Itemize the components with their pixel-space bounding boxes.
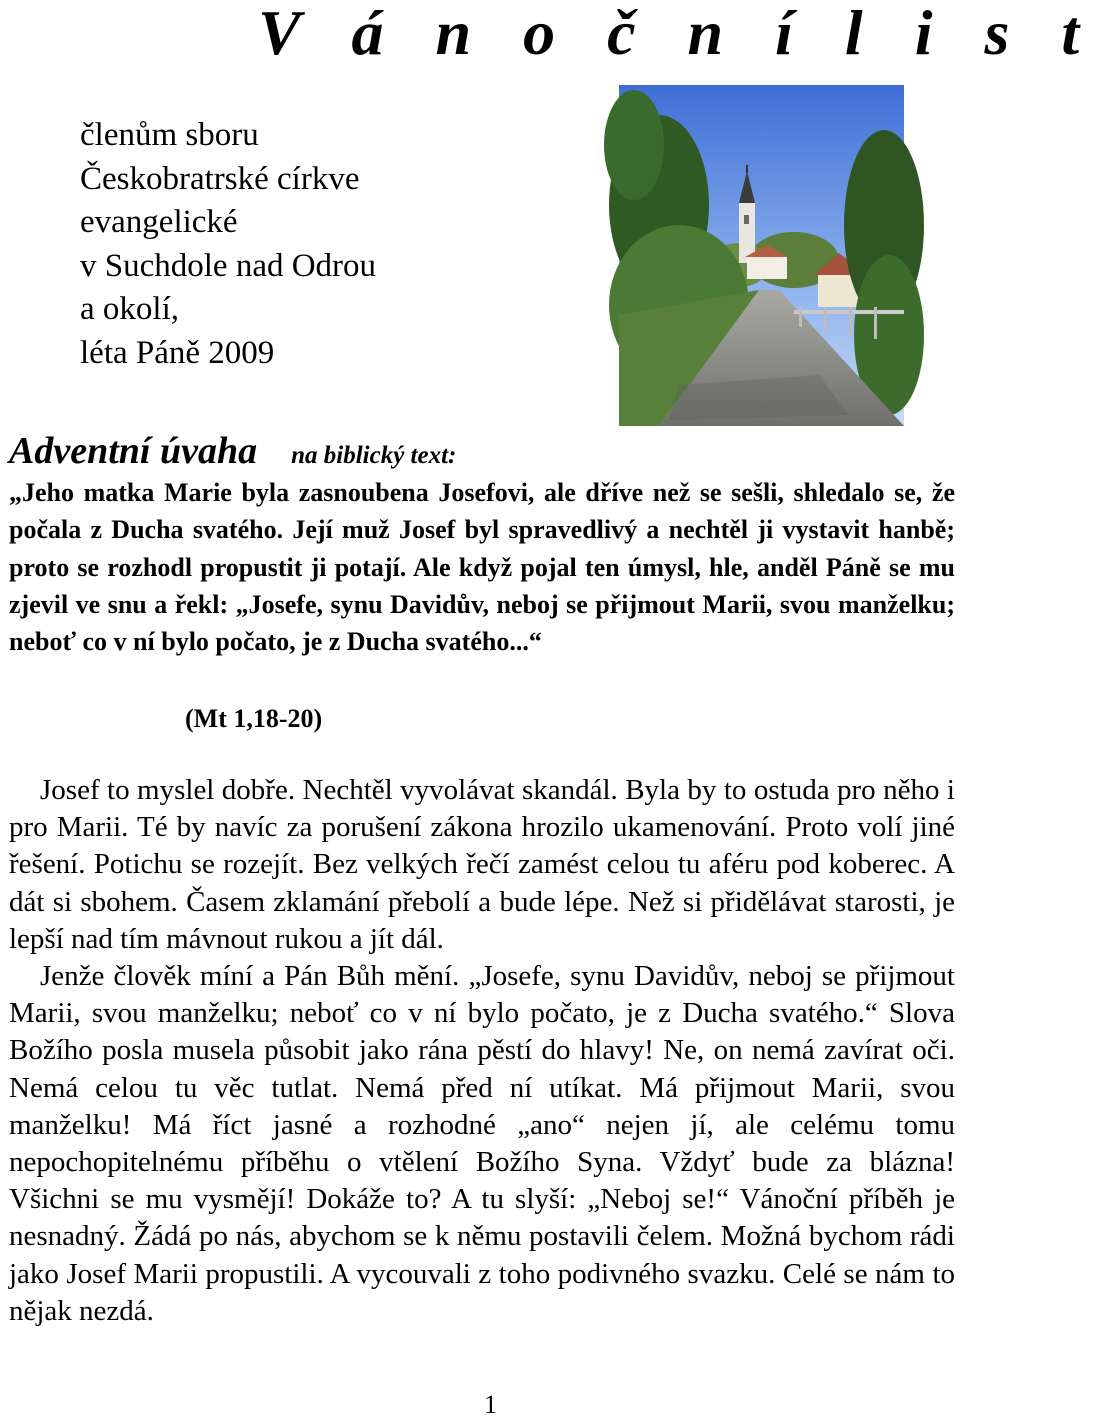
address-line: Českobratrské církve <box>80 160 360 197</box>
paragraph: Josef to myslel dobře. Nechtěl vyvolávat skandál. Byla by to ostuda pro něho i pro Marii. Té by navíc za porušení zákona hrozilo ukamenování. Proto volí jiné řešení. Potichu se rozejít. Bez velkých řečí zamést celou tu aféru pod koberec. A dát si sbohem. Časem zklamání přebolí a bude lépe. Než si přidělávat starosti, je lepší nad tím mávnout rukou a jít dál. <box>9 774 955 955</box>
address-block <box>80 114 376 376</box>
church-photo <box>619 85 904 426</box>
article-body <box>9 772 955 1330</box>
bible-reference: (Mt 1,18-20) <box>185 704 323 733</box>
bible-text: „Jeho matka Marie byla zasnoubena Josefovi, ale dříve než se sešli, shledalo se, že počala z Ducha svatého. Její muž Josef byl spravedlivý a nechtěl ji vystavit hanbě; proto se rozhodl propustit ji potají. Ale když pojal ten úmysl, hle, anděl Páně se mu zjevil ve snu a řekl: „Josefe, synu Davidův, neboj se přijmout Marii, svou manželku; neboť co v ní bylo počato, je z Ducha svatého...“ <box>9 478 955 657</box>
address-line: členům sboru <box>80 117 259 153</box>
address-line: v Suchdole nad Odrou <box>80 247 377 284</box>
advent-subtitle: na biblický text: <box>291 442 457 469</box>
page-number: 1 <box>484 1390 497 1419</box>
bible-quote <box>9 474 955 660</box>
address-line: evangelické <box>80 204 238 241</box>
advent-title: Adventní úvaha <box>9 430 258 472</box>
address-line: a okolí, <box>80 291 179 328</box>
paragraph: Jenže člověk míní a Pán Bůh mění. „Josefe, synu Davidův, neboj se přijmout Marii, svou manželku; neboť co v ní bylo počato, je z Ducha svatého.“ Slova Božího posla musela působit jako rána pěstí do hlavy! Ne, on nemá zavírat oči. Nemá celou tu věc tutlat. Nemá před ní utíkat. Má přijmout Marii, svou manželku! Má říct jasné a rozhodné „ano“ nejen jí, ale celému tomu nepochopitelnému příběhu o vtělení Božího Syna. Vždyť bude za blázna! Všichni se mu vysmějí! Dokáže to? A tu slyší: „Neboj se!“ Vánoční příběh je nesnadný. Žádá po nás, abychom se k němu postavili čelem. Možná bychom rádi jako Josef Marii propustili. A vycouvali z toho podivného svazku. Celé se nám to nějak nezdá. <box>9 960 955 1327</box>
newsletter-title: V á n o č n í l i s t <box>258 0 1097 68</box>
address-line: léta Páně 2009 <box>80 334 275 371</box>
